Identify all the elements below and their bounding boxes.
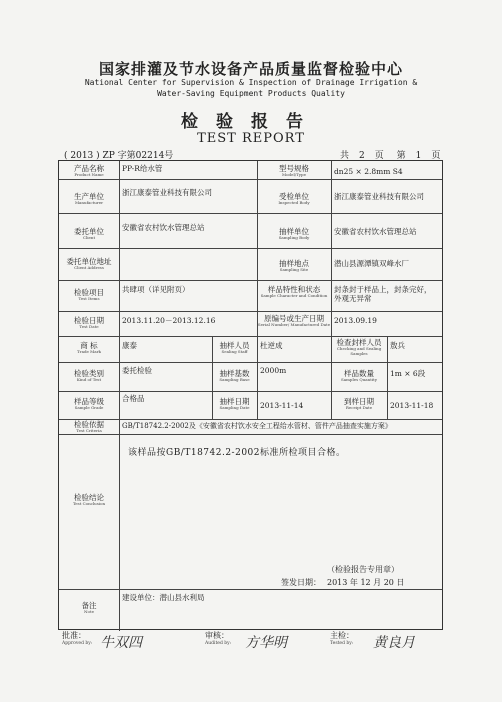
value-note: 建设单位：潜山县水利局: [122, 593, 205, 602]
approved-by-en: Approved by:: [62, 641, 93, 646]
label-sealing-staff: [212, 341, 257, 355]
approved-signature: 牛双四: [100, 635, 142, 651]
label-client-en: Client: [82, 235, 96, 240]
issue-date-label: 签发日期：: [281, 578, 321, 587]
label-test-date-en: Test Date: [79, 324, 99, 329]
value-sampling-date: 2013-11-14: [260, 401, 304, 410]
page-total-prefix: 共: [340, 151, 350, 161]
label-product-name-cn: 产品名称: [74, 164, 104, 173]
label-sampling-body-cn: 抽样单位: [279, 227, 309, 236]
issue-date: 2013 年 12 月 20 日: [327, 578, 405, 587]
page-current: 1: [415, 151, 422, 161]
page-total: 2: [359, 151, 365, 161]
value-sealing-staff: 杜逆成: [260, 341, 283, 350]
value-sample-grade: 合格品: [122, 394, 145, 403]
approved-by-label: [62, 630, 92, 646]
value-sampling-site: 潜山县源潭镇双峰水厂: [334, 259, 409, 268]
label-client-address-en: Client Address: [74, 265, 104, 270]
label-sample-qty-en: Samples Quantity: [340, 377, 378, 382]
label-sampling-date-en: Sampling Date: [219, 405, 250, 410]
label-model-cn: 型号规格: [279, 164, 309, 173]
value-manufacturer: 浙江康泰管业科技有限公司: [122, 188, 212, 197]
label-test-date-cn: 检验日期: [74, 316, 104, 325]
page-unit: 页: [374, 151, 384, 161]
label-kind-of-test: [59, 369, 119, 383]
label-sampling-base-cn: 抽样基数: [219, 369, 250, 378]
label-inspected-body: [257, 192, 331, 206]
center-title-en-1: National Center for Supervision & Inspection of Drainage Irrigation &: [84, 78, 418, 87]
page-unit-2: 页: [431, 151, 441, 161]
label-sampling-base: [212, 369, 257, 383]
label-sealing-staff-cn: 抽样人员: [219, 341, 250, 350]
label-manufacturer-cn: 生产单位: [74, 192, 104, 201]
label-conclusion-cn: 检验结论: [74, 493, 104, 502]
label-sampling-date: [212, 397, 257, 411]
page-cur-prefix: 第: [396, 151, 406, 161]
label-sampling-body: [257, 227, 331, 241]
label-sampling-site-en: Sampling Site: [279, 267, 309, 272]
label-sample-grade-en: Sample Grade: [74, 405, 104, 410]
label-kind-of-test-en: Kind of Test: [76, 377, 102, 382]
label-trade-mark: [59, 341, 119, 355]
label-test-items-en: Test Items: [78, 296, 100, 301]
value-inspected-body: 浙江康泰管业科技有限公司: [334, 192, 424, 201]
label-sample-grade: [59, 397, 119, 411]
value-sampling-base: 2000m: [260, 366, 287, 375]
label-serial-en: Serial Number/ Manufactured Date: [257, 322, 331, 327]
label-client-cn: 委托单位: [74, 227, 104, 236]
center-title-en-2: Water-Saving Equipment Products Quality: [157, 89, 345, 98]
label-conclusion: [59, 493, 119, 507]
label-note-cn: 备注: [81, 601, 97, 610]
approved-by-cn: 批准：: [62, 631, 86, 640]
audited-signature: 方华明: [245, 635, 287, 651]
label-sample-qty-cn: 样品数量: [344, 369, 374, 378]
value-test-criteria: GB/T18742.2-2002及《安徽省农村饮水安全工程给水管材、管件产品抽查实施方案》: [122, 422, 392, 430]
label-manufacturer-en: Manufacturer: [74, 200, 104, 205]
label-client-address: [59, 257, 119, 271]
label-sample-grade-cn: 样品等级: [74, 397, 104, 406]
label-conclusion-en: Test Conclusion: [72, 501, 106, 506]
value-sample-character: 封条封于样品上，封条完好，外观无异常: [334, 285, 432, 304]
label-checking-staff: [331, 338, 387, 357]
label-test-criteria-cn: 检验依据: [74, 420, 104, 429]
label-sample-qty: [331, 369, 387, 383]
label-test-items: [59, 288, 119, 302]
label-kind-of-test-cn: 检验类别: [74, 369, 104, 378]
label-receipt-date-en: Receipt Date: [345, 405, 373, 410]
label-receipt-date: [331, 397, 387, 411]
center-title-cn: 国家排灌及节水设备产品质量监督检验中心: [98, 60, 403, 78]
label-manufacturer: [59, 192, 119, 206]
label-client: [59, 227, 119, 241]
audited-by-en: Audited by:: [205, 641, 232, 646]
value-receipt-date: 2013-11-18: [390, 401, 434, 410]
label-inspected-body-cn: 受检单位: [279, 192, 309, 201]
report-table: [58, 160, 443, 630]
label-inspected-body-en: Inspected Body: [278, 200, 310, 205]
label-test-date: [59, 316, 119, 330]
audited-by-cn: 审核：: [205, 631, 229, 640]
label-note-en: Note: [84, 609, 94, 614]
value-client: 安徽省农村饮水管理总站: [122, 223, 205, 232]
label-serial: [257, 314, 331, 328]
report-title-en: TEST REPORT: [197, 131, 305, 146]
label-sampling-body-en: Sampling Body: [278, 235, 310, 240]
label-sampling-date-cn: 抽样日期: [219, 397, 250, 406]
value-sample-qty: 1m × 6段: [390, 369, 426, 378]
value-trade-mark: 康泰: [122, 341, 137, 350]
value-model: dn25 × 2.8mm S4: [334, 167, 403, 176]
label-test-criteria-en: Test Criteria: [76, 428, 102, 433]
label-product-name-en: Product Name: [74, 172, 104, 177]
conclusion-text: 该样品按GB/T18742.2-2002标准所检项目合格。: [128, 448, 346, 458]
label-sample-character-en: Sample Character and Condition: [260, 293, 328, 298]
label-model: [257, 164, 331, 178]
report-title-cn: 检验报告: [181, 112, 321, 132]
report-number: ( 2013 ) ZP 字第02214号: [64, 151, 174, 161]
value-test-items: 共肆项（详见附页）: [122, 285, 190, 294]
label-sampling-site-cn: 抽样地点: [279, 259, 309, 268]
label-sample-character: [257, 285, 331, 299]
value-test-date: 2013.11.20－2013.12.16: [122, 316, 216, 325]
tested-by-cn: 主检：: [330, 631, 354, 640]
label-sample-character-cn: 样品特性和状态: [267, 285, 321, 294]
report-stamp-caption: （检验报告专用章）: [327, 565, 399, 574]
value-kind-of-test: 委托检验: [122, 366, 152, 375]
label-test-criteria: [59, 420, 119, 434]
tested-by-label: [330, 630, 354, 646]
label-test-items-cn: 检验项目: [74, 288, 104, 297]
label-sealing-staff-en: Sealing Staff: [221, 349, 248, 354]
label-client-address-cn: 委托单位地址: [66, 257, 112, 266]
label-model-en: Model/Type: [282, 172, 306, 177]
label-product-name: [59, 164, 119, 178]
label-checking-staff-cn: 检查封样人员: [336, 338, 382, 347]
label-trade-mark-cn: 商 标: [80, 341, 98, 350]
value-sampling-body: 安徽省农村饮水管理总站: [334, 227, 417, 236]
label-serial-cn: 原编号或生产日期: [264, 314, 324, 323]
tested-by-en: Tested by:: [330, 641, 354, 646]
label-note: [59, 601, 119, 615]
label-receipt-date-cn: 到样日期: [344, 397, 374, 406]
label-trade-mark-en: Trade Mark: [77, 349, 101, 354]
tested-signature: 黄良月: [373, 635, 415, 651]
label-checking-staff-en: Checking and Sealing Samples: [336, 346, 382, 356]
label-sampling-base-en: Sampling Base: [219, 377, 250, 382]
value-checking-staff: 敖兵: [390, 341, 405, 350]
label-sampling-site: [257, 259, 331, 273]
value-serial: 2013.09.19: [334, 316, 377, 325]
audited-by-label: [205, 630, 231, 646]
value-product-name: PP-R给水管: [122, 164, 163, 173]
